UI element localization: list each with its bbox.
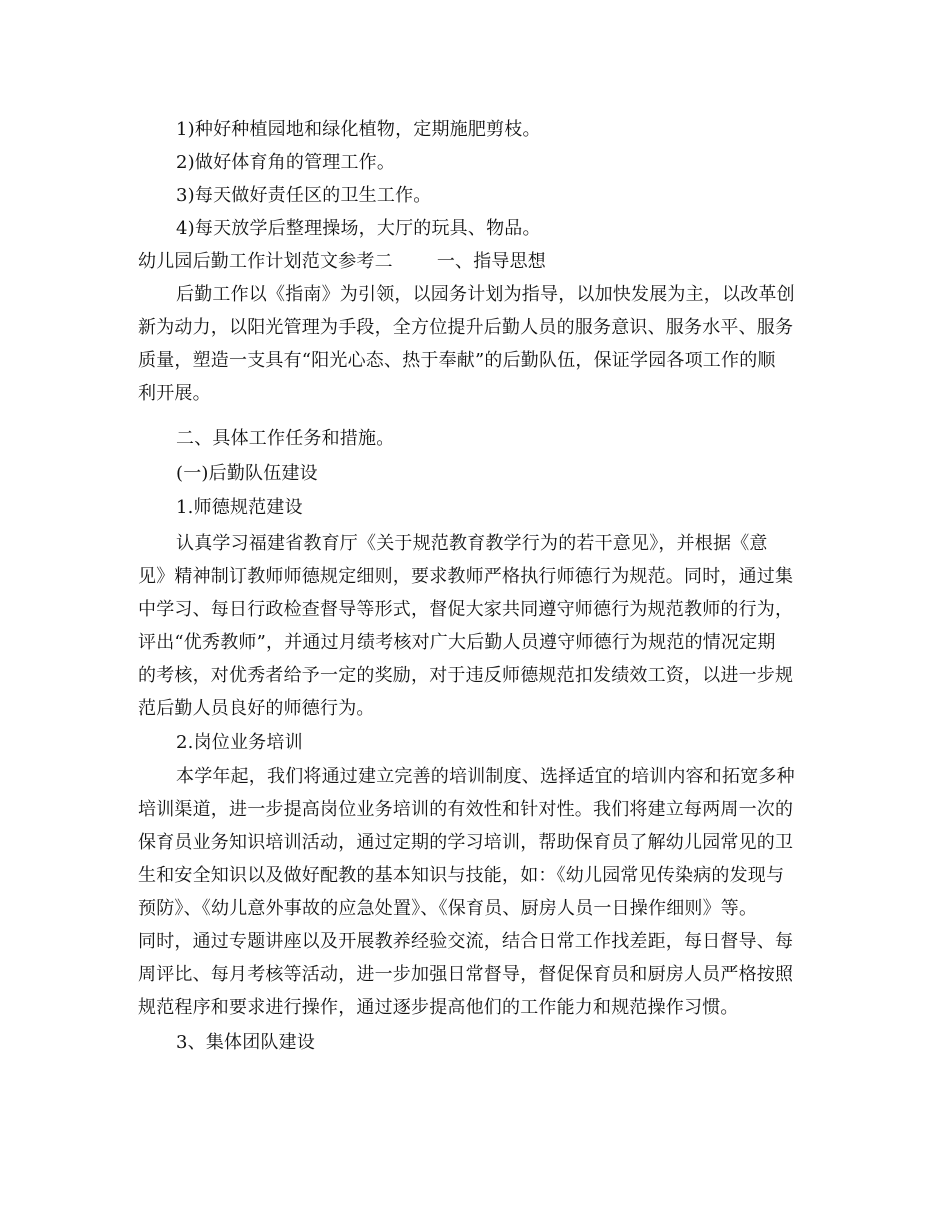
paragraph-line: 范后勤人员良好的师德行为。 [138,698,375,719]
item-heading: 3、集体团队建设 [176,1032,316,1053]
paragraph-line: 培训渠道，进一步提高岗位业务培训的有效性和针对性。我们将建立每两周一次的 [138,799,794,820]
item-heading: 2.岗位业务培训 [176,732,303,753]
section-heading: 一、指导思想 [436,251,547,272]
paragraph-line: 本学年起，我们将通过建立完善的培训制度、选择适宜的培训内容和拓宽多种 [176,766,795,787]
paragraph-line: 同时，通过专题讲座以及开展教养经验交流，结合日常工作找差距，每日督导、每 [138,931,794,952]
list-item: 1)种好种植园地和绿化植物，定期施肥剪枝。 [176,119,541,140]
item-heading: 1.师德规范建设 [176,497,303,518]
list-item: 4)每天放学后整理操场，大厅的玩具、物品。 [176,218,541,239]
paragraph-line: 中学习、每日行政检查督导等形式，督促大家共同遵守师德行为规范教师的行为， [138,599,794,620]
document-heading [138,250,546,274]
paragraph-line: 见》精神制订教师师德规定细则，要求教师严格执行师德行为规范。同时，通过集 [138,566,794,587]
paragraph-line: 预防》、《幼儿意外事故的应急处置》、《保育员、厨房人员一日操作细则》等。 [138,898,758,919]
list-item: 3)每天做好责任区的卫生工作。 [176,185,432,206]
paragraph-line: 的考核，对优秀者给予一定的奖励，对于违反师德规范扣发绩效工资，以进一步规 [138,665,794,686]
paragraph-line: 后勤工作以《指南》为引领，以园务计划为指导，以加快发展为主，以改革创 [176,284,795,305]
paragraph-line: 评出“优秀教师”，并通过月绩考核对广大后勤人员遵守师德行为规范的情况定期 [138,632,776,653]
paragraph-line: 生和安全知识以及做好配教的基本知识与技能，如：《幼儿园常见传染病的发现与 [138,865,785,886]
paragraph-line: 周评比、每月考核等活动，进一步加强日常督导，督促保育员和厨房人员严格按照 [138,964,794,985]
subsection-heading: (一)后勤队伍建设 [176,463,318,484]
paragraph-line: 规范程序和要求进行操作，通过逐步提高他们的工作能力和规范操作习惯。 [138,997,739,1018]
section-heading: 二、具体工作任务和措施。 [176,428,395,449]
list-item: 2)做好体育角的管理工作。 [176,152,396,173]
paragraph-line: 保育员业务知识培训活动，通过定期的学习培训，帮助保育员了解幼儿园常见的卫 [138,832,794,853]
document-title: 幼儿园后勤工作计划范文参考二 [138,251,393,272]
paragraph-line: 质量，塑造一支具有“阳光心态、热于奉献”的后勤队伍，保证学园各项工作的顺 [138,350,776,371]
paragraph-line: 利开展。 [138,383,211,404]
paragraph-line: 认真学习福建省教育厅《关于规范教育教学行为的若干意见》，并根据《意 [176,533,768,554]
paragraph-line: 新为动力，以阳光管理为手段，全方位提升后勤人员的服务意识、服务水平、服务 [138,317,794,338]
